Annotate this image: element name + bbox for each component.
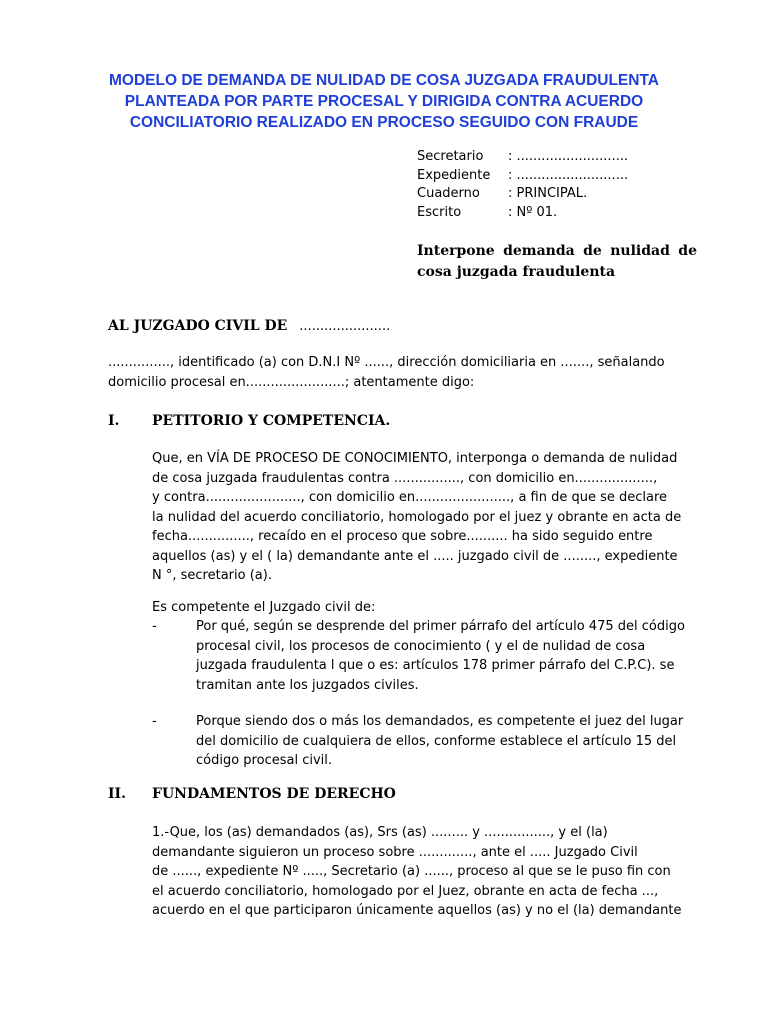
intro-line: ..............., identificado (a) con D.N.I Nº ......, dirección domiciliaria en ......., señalando: [108, 355, 665, 370]
section-heading-fundamentos: [108, 786, 396, 802]
intro-line: domicilio procesal en........................; atentamente digo:: [108, 374, 475, 390]
bullet-text: [196, 712, 698, 771]
meta-expediente: [417, 167, 628, 186]
meta-value: : ...........................: [508, 149, 629, 164]
meta-secretario: [417, 148, 628, 167]
bullet-line: Porque siendo dos o más los demandados, es competente el juez del lugar: [196, 714, 684, 729]
addressee-label: AL JUZGADO CIVIL DE: [108, 318, 288, 334]
paragraph-line: 1.-Que, los (as) demandados (as), Srs (as) ......... y ................, y el (la): [152, 825, 608, 840]
meta-label: Expediente: [417, 167, 491, 183]
subject-line-1: Interpone demanda de nulidad de: [417, 243, 697, 259]
document-title: [60, 70, 708, 133]
paragraph-line: aquellos (as) y el ( la) demandante ante el ..... juzgado civil de ........, expediente: [152, 548, 678, 564]
subject-line-2: cosa juzgada fraudulenta: [417, 264, 616, 280]
paragraph-line: demandante siguieron un proceso sobre ............., ante el ..... Juzgado Civil: [152, 844, 638, 860]
paragraph-line: acuerdo en el que participaron únicamente aquellos (as) y no el (la) demandante: [152, 903, 682, 918]
bullet-line: tramitan ante los juzgados civiles.: [196, 677, 419, 693]
meta-value: : Nº 01.: [508, 204, 558, 220]
petitorio-paragraph: [152, 449, 697, 586]
bullet-line: procesal civil, los procesos de conocimiento ( y el de nulidad de cosa: [196, 638, 646, 654]
meta-label: Cuaderno: [417, 186, 480, 202]
paragraph-line: y contra......................., con domicilio en......................., a fin de que se declare: [152, 490, 668, 505]
title-line-2: PLANTEADA POR PARTE PROCESAL Y DIRIGIDA CONTRA ACUERDO: [124, 93, 644, 110]
addressee: [108, 318, 390, 334]
section-heading-petitorio: [108, 413, 390, 429]
meta-label: Escrito: [417, 204, 462, 220]
meta-escrito: [417, 204, 628, 223]
paragraph-line: el acuerdo conciliatorio, homologado por el Juez, obrante en acta de fecha ...,: [152, 883, 659, 899]
bullet-dash: -: [152, 619, 157, 634]
section-number: I.: [108, 413, 120, 429]
title-line-1: MODELO DE DEMANDA DE NULIDAD DE COSA JUZGADA FRAUDULENTA: [109, 72, 659, 89]
bullet-line: juzgada fraudulenta l que o es: artículos 178 primer párrafo del C.P.C). se: [196, 658, 675, 673]
title-line-3: CONCILIATORIO REALIZADO EN PROCESO SEGUIDO CON FRAUDE: [129, 114, 639, 131]
competence-intro: Es competente el Juzgado civil de:: [152, 600, 376, 615]
paragraph-line: fecha..............., recaído en el proceso que sobre.......... ha sido seguido entre: [152, 529, 653, 544]
subject-summary: [417, 241, 697, 283]
addressee-dots: ......................: [299, 319, 391, 334]
case-metadata: [417, 148, 628, 222]
paragraph-line: la nulidad del acuerdo conciliatorio, homologado por el juez y obrante en acta de: [152, 509, 682, 525]
paragraph-line: de cosa juzgada fraudulentas contra ................, con domicilio en...................,: [152, 470, 658, 486]
section-number: II.: [108, 786, 126, 802]
bullet-line: código procesal civil.: [196, 753, 333, 768]
bullet-dash: -: [152, 714, 157, 729]
meta-value: : PRINCIPAL.: [508, 186, 588, 202]
bullet-text: [196, 617, 698, 695]
bullet-line: del domicilio de cualquiera de ellos, conforme establece el artículo 15 del: [196, 733, 677, 749]
paragraph-line: de ......, expediente Nº ....., Secretario (a) ......, proceso al que se le puso fin con: [152, 864, 671, 879]
section-title: PETITORIO Y COMPETENCIA.: [152, 413, 391, 429]
meta-cuaderno: [417, 185, 628, 204]
intro-paragraph: [108, 353, 698, 392]
fundamentos-paragraph: [152, 823, 697, 921]
paragraph-line: N °, secretario (a).: [152, 568, 272, 583]
section-title: FUNDAMENTOS DE DERECHO: [152, 786, 396, 802]
meta-label: Secretario: [417, 149, 484, 164]
meta-value: : ...........................: [508, 167, 629, 183]
paragraph-line: Que, en VÍA DE PROCESO DE CONOCIMIENTO, interponga o demanda de nulidad: [152, 451, 678, 466]
bullet-line: Por qué, según se desprende del primer párrafo del artículo 475 del código: [196, 619, 685, 634]
